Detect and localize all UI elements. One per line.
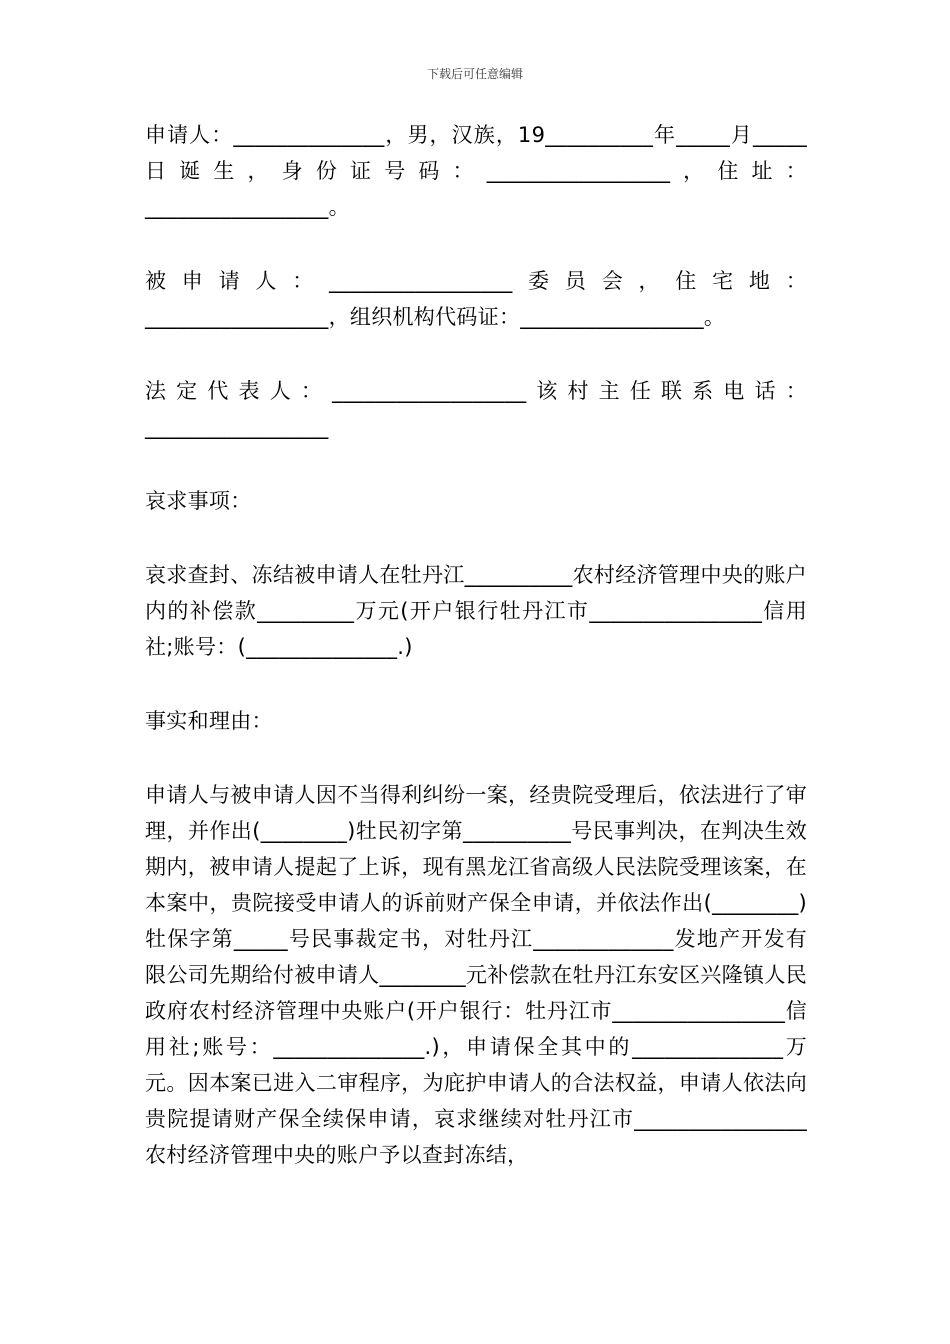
applicant-paragraph: 申请人：______________，男，汉族，19__________年_____月_____日诞生，身份证号码：_________________，住址：_________________。 xyxy=(145,123,807,219)
facts-paragraph: 申请人与被申请人因不当得利纠纷一案，经贵院受理后，依法进行了审理，并作出(________)牡民初字第__________号民事判决，在判决生效期内，被申请人提起了上诉，现有黑龙江省高级人民法院受理该案，在本案中，贵院接受申请人的诉前财产保全申请，并依法作出(________)牡保字第_____号民事裁定书，对牡丹江_____________发地产开发有限公司先期给付被申请人________元补偿款在牡丹江东安区兴隆镇人民政府农村经济管理中央账户(开户银行：牡丹江市________________信用社;账号：______________.)，申请保全其中的______________万元。因本案已进入二审程序，为庇护申请人的合法权益，申请人依法向贵院提请财产保全续保申请，哀求继续对牡丹江市________________农村经济管理中央的账户予以查封冻结， xyxy=(145,783,807,1167)
legal-representative-paragraph: 法定代表人：__________________该村主任联系电话：_________________ xyxy=(145,379,807,439)
request-heading: 哀求事项： xyxy=(145,489,252,513)
document-body xyxy=(145,117,807,1173)
facts-heading: 事实和理由： xyxy=(145,709,273,733)
request-paragraph: 哀求查封、冻结被申请人在牡丹江__________农村经济管理中央的账户内的补偿款_________万元(开户银行牡丹江市________________信用社;账号：(______________.) xyxy=(145,563,807,659)
page-header-note: 下载后可任意编辑 xyxy=(426,67,523,81)
respondent-paragraph: 被申请人：_________________委员会，住宅地：_________________，组织机构代码证：_________________。 xyxy=(145,269,807,329)
